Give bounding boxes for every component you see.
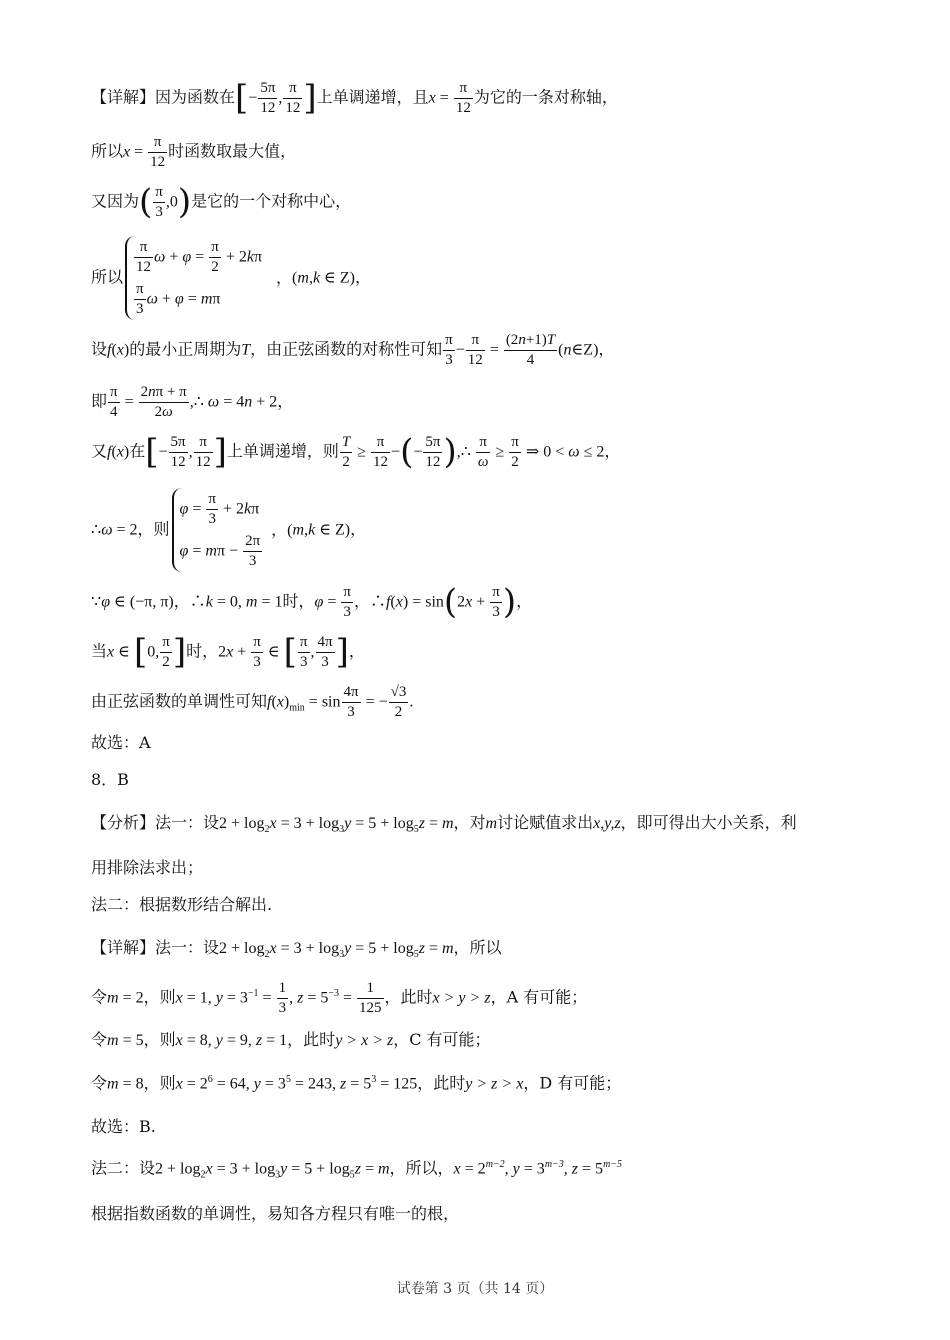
text: 所以 (91, 141, 124, 161)
text: 【详解】因为函数在 (91, 87, 236, 107)
text: 则 (153, 519, 170, 539)
line-13: 8．B (91, 770, 129, 789)
text: ， (598, 339, 615, 359)
line-2: 所以x = $\frac{\pi}{12}$ 时函数取最大值， (91, 134, 297, 170)
text: 令 (91, 987, 108, 1007)
line-12: 故选：A (91, 733, 151, 752)
text: 时函数取最大值， (168, 141, 297, 161)
text: ，所以， (389, 1158, 454, 1178)
text: 当 (91, 641, 108, 661)
text: ，所以 (453, 938, 502, 957)
text: 又因为 (91, 191, 140, 211)
line-8: ∴ω = 2，则 φ = $\frac{\pi}{3}$ + 2kπ φ = mπ − $\frac{2\pi}{3}$ ，(m,k ∈ Z)， (91, 488, 366, 572)
line-21: 故选：B. (91, 1117, 156, 1136)
text: ，即可得出大小关系，利 (620, 813, 797, 832)
line-3: 又因为( $\frac{\pi}{3}$ ,0)是它的一个对称中心， (91, 182, 352, 222)
line-7: 又f(x)在[− $\frac{5\pi}{12}$ , $\frac{\pi}{12}$ ]上单调递增，则 $\frac{T}{2}$ ≥ $\frac{\pi}{12}$ −(− $\frac{5\pi}{12}$ ),∴ $\frac{\pi}{\omega}$ ≥ $\frac{\pi}{2}$ ⇒ 0 < ω ≤ 2， (91, 432, 621, 472)
text: 讨论赋值求出 (497, 813, 594, 832)
text: ，则 (143, 1073, 176, 1093)
text: ，此时 (384, 987, 433, 1007)
line-10: 当x ∈ [0, $\frac{\pi}{2}$ ]时，2x + $\frac{\pi}{3}$ ∈ [ $\frac{\pi}{3}$ , $\frac{4\pi}{3}$ ]， (91, 632, 365, 672)
line-19: 令m = 5，则x = 8, y = 9, z = 1，此时y > x > z，C 有可能； (91, 1030, 491, 1049)
line-17: 【详解】法一：设$2 + \log_2x = 3 + \log_3y = 5 + \log_5z = m$，所以 (91, 938, 502, 961)
text: 的最小正周期为 (129, 339, 242, 359)
line-1: 【详解】因为函数在[− $\frac{5\pi}{12}$ , $\frac{\pi}{12}$ ]上单调递增，且x = $\frac{\pi}{12}$ 为它的一条对称轴， (91, 78, 618, 118)
text: ，则 (143, 1030, 176, 1049)
line-6: 即 $\frac{\pi}{4}$ = $\frac{2n\pi + \pi}{2\omega}$ ,∴ ω = 4n + 2， (91, 384, 294, 420)
text: 在 (129, 441, 146, 461)
text: 【分析】法一：设 (91, 813, 220, 832)
line-4: 所以 $\frac{\pi}{12}$ ω + φ = $\frac{\pi}{2}$ + 2kπ $\frac{\pi}{3}$ ω + φ = mπ ，(m,k ∈ Z)， (91, 236, 371, 320)
text: 令 (91, 1073, 108, 1093)
line-15: 用排除法求出； (91, 858, 204, 877)
text: 是它的一个对称中心， (191, 191, 352, 211)
page-footer: 试卷第 3 页（共 14 页） (396, 1281, 554, 1297)
text: 又 (91, 441, 108, 461)
text: ，此时 (287, 1030, 336, 1049)
text: 令 (91, 1030, 108, 1049)
line-11: 由正弦函数的单调性可知$f(x)_{min} = \sin$ $\frac{4\pi}{3}$ = − $\frac{√3}{2}$ . (91, 684, 414, 720)
text: 上单调递增，则 (226, 441, 339, 461)
text: 时， (186, 641, 219, 661)
text: ， (276, 267, 293, 287)
text: 为它的一条对称轴， (473, 87, 618, 107)
text: 由正弦函数的单调性可知 (91, 691, 268, 711)
text: 法二：设 (91, 1158, 156, 1178)
text: 上单调递增，且 (316, 87, 429, 107)
line-16: 法二：根据数形结合解出. (91, 895, 273, 914)
text: 【详解】法一：设 (91, 938, 220, 957)
line-18: 令m = 2，则x = 1, $y = 3^{-1}$ = $\frac{1}{3}$ , $z = 5^{-3}$ = $\frac{1}{125}$ ，此时x > y > z，A 有可能； (91, 980, 588, 1016)
line-20: 令m = 8，则$x = 2^6 = 64$, $y = 3^5 = 243$, $z = 5^3 = 125$，此时y > z > x，D 有可能； (91, 1073, 622, 1093)
text: ，则 (143, 987, 176, 1007)
line-5: 设f(x)的最小正周期为T，由正弦函数的对称性可知 $\frac{\pi}{3}$ − $\frac{\pi}{12}$ = $\frac{(2n+1)T}{4}$ (n∈Z)， (91, 332, 615, 368)
line-14: 【分析】法一：设$2 + \log_2x = 3 + \log_3y = 5 + \log_5z = m$，对m讨论赋值求出x,y,z，即可得出大小关系，利 (91, 813, 797, 836)
text: ，D 有可能； (523, 1073, 622, 1093)
text: ，对 (453, 813, 486, 832)
text: ，C 有可能； (393, 1030, 491, 1049)
text: 设 (91, 339, 108, 359)
line-23: 根据指数函数的单调性，易知各方程只有唯一的根， (91, 1204, 460, 1223)
text: 时， (282, 591, 315, 611)
text: ，A 有可能； (490, 987, 588, 1007)
text: ，由正弦函数的对称性可知 (250, 339, 443, 359)
line-9: ∵φ ∈ (−π, π)，∴k = 0, m = 1时，φ = $\frac{\pi}{3}$ ，∴f(x) = sin(2x + $\frac{\pi}{3}$ )， (91, 582, 533, 622)
line-22: 法二：设$2 + \log_2x = 3 + \log_3y = 5 + \log_5z = m$，所以，$x = 2^{m-2}$, $y = 3^{m-3}$, $z = 5^{m-5}$ (91, 1158, 623, 1181)
text: ，此时 (417, 1073, 466, 1093)
text: 即 (91, 391, 108, 411)
text: 所以 (91, 267, 124, 287)
